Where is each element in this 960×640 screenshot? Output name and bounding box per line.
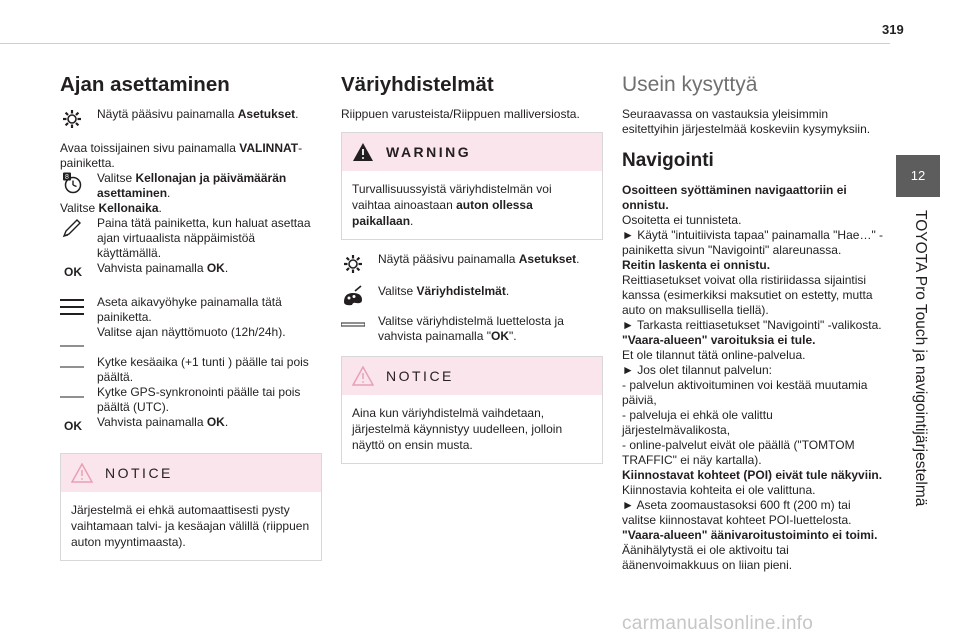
warning-triangle-icon [71, 463, 93, 483]
menu-lines-icon [60, 296, 84, 318]
faq-answer: - palveluja ei ehkä ole valittu järjestelmävalikosta, [622, 408, 773, 437]
step-time-format: Valitse ajan näyttömuoto (12h/24h). [60, 325, 322, 343]
section-title-faq: Usein kysyttyä [622, 73, 758, 96]
step-daylight-saving: Kytke kesäaika (+1 tunti ) päälle tai pois päältä. [60, 355, 322, 385]
step-select-colors: Valitse Väriyhdistelmät. [341, 284, 603, 302]
warning-triangle-icon [352, 366, 374, 386]
clock-settings-icon [60, 172, 84, 194]
faq-answer: ► Aseta zoomaustasoksi 600 ft (200 m) tai valitse kiinnostavat kohteet POI-luettelosta. [622, 498, 852, 527]
palette-icon [341, 285, 365, 307]
step-open-settings-colors: Näytä pääsivu painamalla Asetukset. [341, 252, 603, 270]
faq-question: "Vaara-alueen" äänivaroitustoiminto ei toimi. [622, 528, 878, 542]
svg-text:8: 8 [65, 174, 69, 181]
column-time-settings [60, 72, 322, 561]
notice-box-colors [341, 356, 603, 464]
faq-answer: Reittiasetukset voivat olla ristiriidassa sijaintisi kanssa (esimerkiksi maksutiet on estetty, mutta auto on maksullisella tiellä). [622, 273, 873, 317]
notice-title: NOTICE [105, 464, 173, 481]
section-title-time: Ajan asettaminen [60, 73, 230, 96]
faq-answer: - online-palvelut eivät ole päällä ("TOMTOM TRAFFIC" ei näy kartalla). [622, 438, 855, 467]
toggle-line-icon [60, 386, 84, 408]
subsection-title-navigation: Navigointi [622, 150, 714, 171]
notice-text: Aina kun väriyhdistelmä vaihdetaan, järjestelmä käynnistyy uudelleen, jolloin näyttö on ensin musta. [352, 406, 563, 452]
step-select-datetime: 8 Valitse Kellonajan ja päivämäärän asettaminen. [60, 171, 322, 201]
step-open-settings: Näytä pääsivu painamalla Asetukset. [60, 107, 322, 125]
toggle-line-icon [60, 356, 84, 378]
faq-question: Kiinnostavat kohteet (POI) eivät tule näkyviin. [622, 468, 883, 482]
pencil-icon [60, 217, 84, 239]
faq-answer: ► Tarkasta reittiasetukset "Navigointi" -valikosta. [622, 318, 882, 332]
step-choose-scheme: Valitse väriyhdistelmä luettelosta ja vahvista painamalla "OK". [341, 314, 603, 344]
colors-intro: Riippuen varusteista/Riippuen malliversiosta. [341, 107, 580, 121]
step-gps-sync: Kytke GPS-synkronointi päälle tai pois päältä (UTC). [60, 385, 322, 415]
warning-box [341, 132, 603, 240]
step-virtual-keyboard: Paina tätä painiketta, kun haluat asettaa ajan virtuaalista näppäimistöä käyttämällä. [60, 216, 322, 261]
faq-answer: ► Jos olet tilannut palvelun: [622, 363, 772, 377]
faq-intro: Seuraavassa on vastauksia yleisimmin esitettyihin järjestelmää koskeviin kysymyksiin. [622, 107, 871, 136]
chapter-title: TOYOTA Pro Touch ja navigointijärjestelmä [912, 210, 929, 507]
gear-icon [341, 253, 365, 275]
paragraph-select-time: Valitse Kellonaika. [60, 201, 162, 215]
page-number: 319 [882, 22, 904, 37]
toggle-line-icon [60, 326, 84, 348]
section-title-colors: Väriyhdistelmät [341, 73, 494, 96]
warning-text: Turvallisuussyistä väriyhdistelmän voi vaihtaa ainoastaan auton ollessa paikallaan. [352, 182, 552, 228]
ok-icon: OK [64, 265, 82, 279]
list-item-icon [341, 315, 365, 337]
ok-icon: OK [64, 419, 82, 433]
chapter-title-vertical [901, 210, 935, 590]
notice-title: NOTICE [386, 367, 454, 384]
faq-answer: Kiinnostavia kohteita ei ole valittuna. [622, 483, 816, 497]
watermark: carmanualsonline.info [622, 613, 814, 634]
gear-icon [60, 108, 84, 130]
notice-box-time [60, 453, 322, 561]
faq-answer: - palvelun aktivoituminen voi kestää muutamia päiviä, [622, 378, 868, 407]
faq-answer: Osoitetta ei tunnisteta. [622, 213, 742, 227]
column-faq [622, 72, 884, 573]
faq-question: Reitin laskenta ei onnistu. [622, 258, 771, 272]
faq-answer: Äänihälytystä ei ole aktivoitu tai äänenvoimakkuus on liian pieni. [622, 543, 793, 572]
warning-title: WARNING [386, 143, 472, 160]
column-color-schemes [341, 72, 603, 464]
faq-answer: Et ole tilannut tätä online-palvelua. [622, 348, 806, 362]
warning-triangle-icon [352, 142, 374, 162]
notice-text: Järjestelmä ei ehkä automaattisesti pysty vaihtamaan talvi- ja kesäajan välillä (riippuen auton myyntimaasta). [71, 503, 310, 549]
chapter-tab[interactable]: 12 [896, 155, 940, 197]
step-timezone: Aseta aikavyöhyke painamalla tätä painiketta. [60, 295, 322, 325]
faq-question: "Vaara-alueen" varoituksia ei tule. [622, 333, 816, 347]
paragraph-open-options: Avaa toissijainen sivu painamalla VALINNAT-painiketta. [60, 141, 303, 170]
header-divider [0, 43, 890, 44]
step-confirm-ok-2: OK Vahvista painamalla OK. [64, 415, 229, 433]
step-confirm-ok: OK Vahvista painamalla OK. [64, 261, 229, 279]
faq-answer: ► Käytä "intuitiivista tapaa" painamalla "Hae…" -painiketta sivun "Navigointi" alareunassa. [622, 228, 884, 257]
faq-question: Osoitteen syöttäminen navigaattoriin ei onnistu. [622, 183, 847, 212]
